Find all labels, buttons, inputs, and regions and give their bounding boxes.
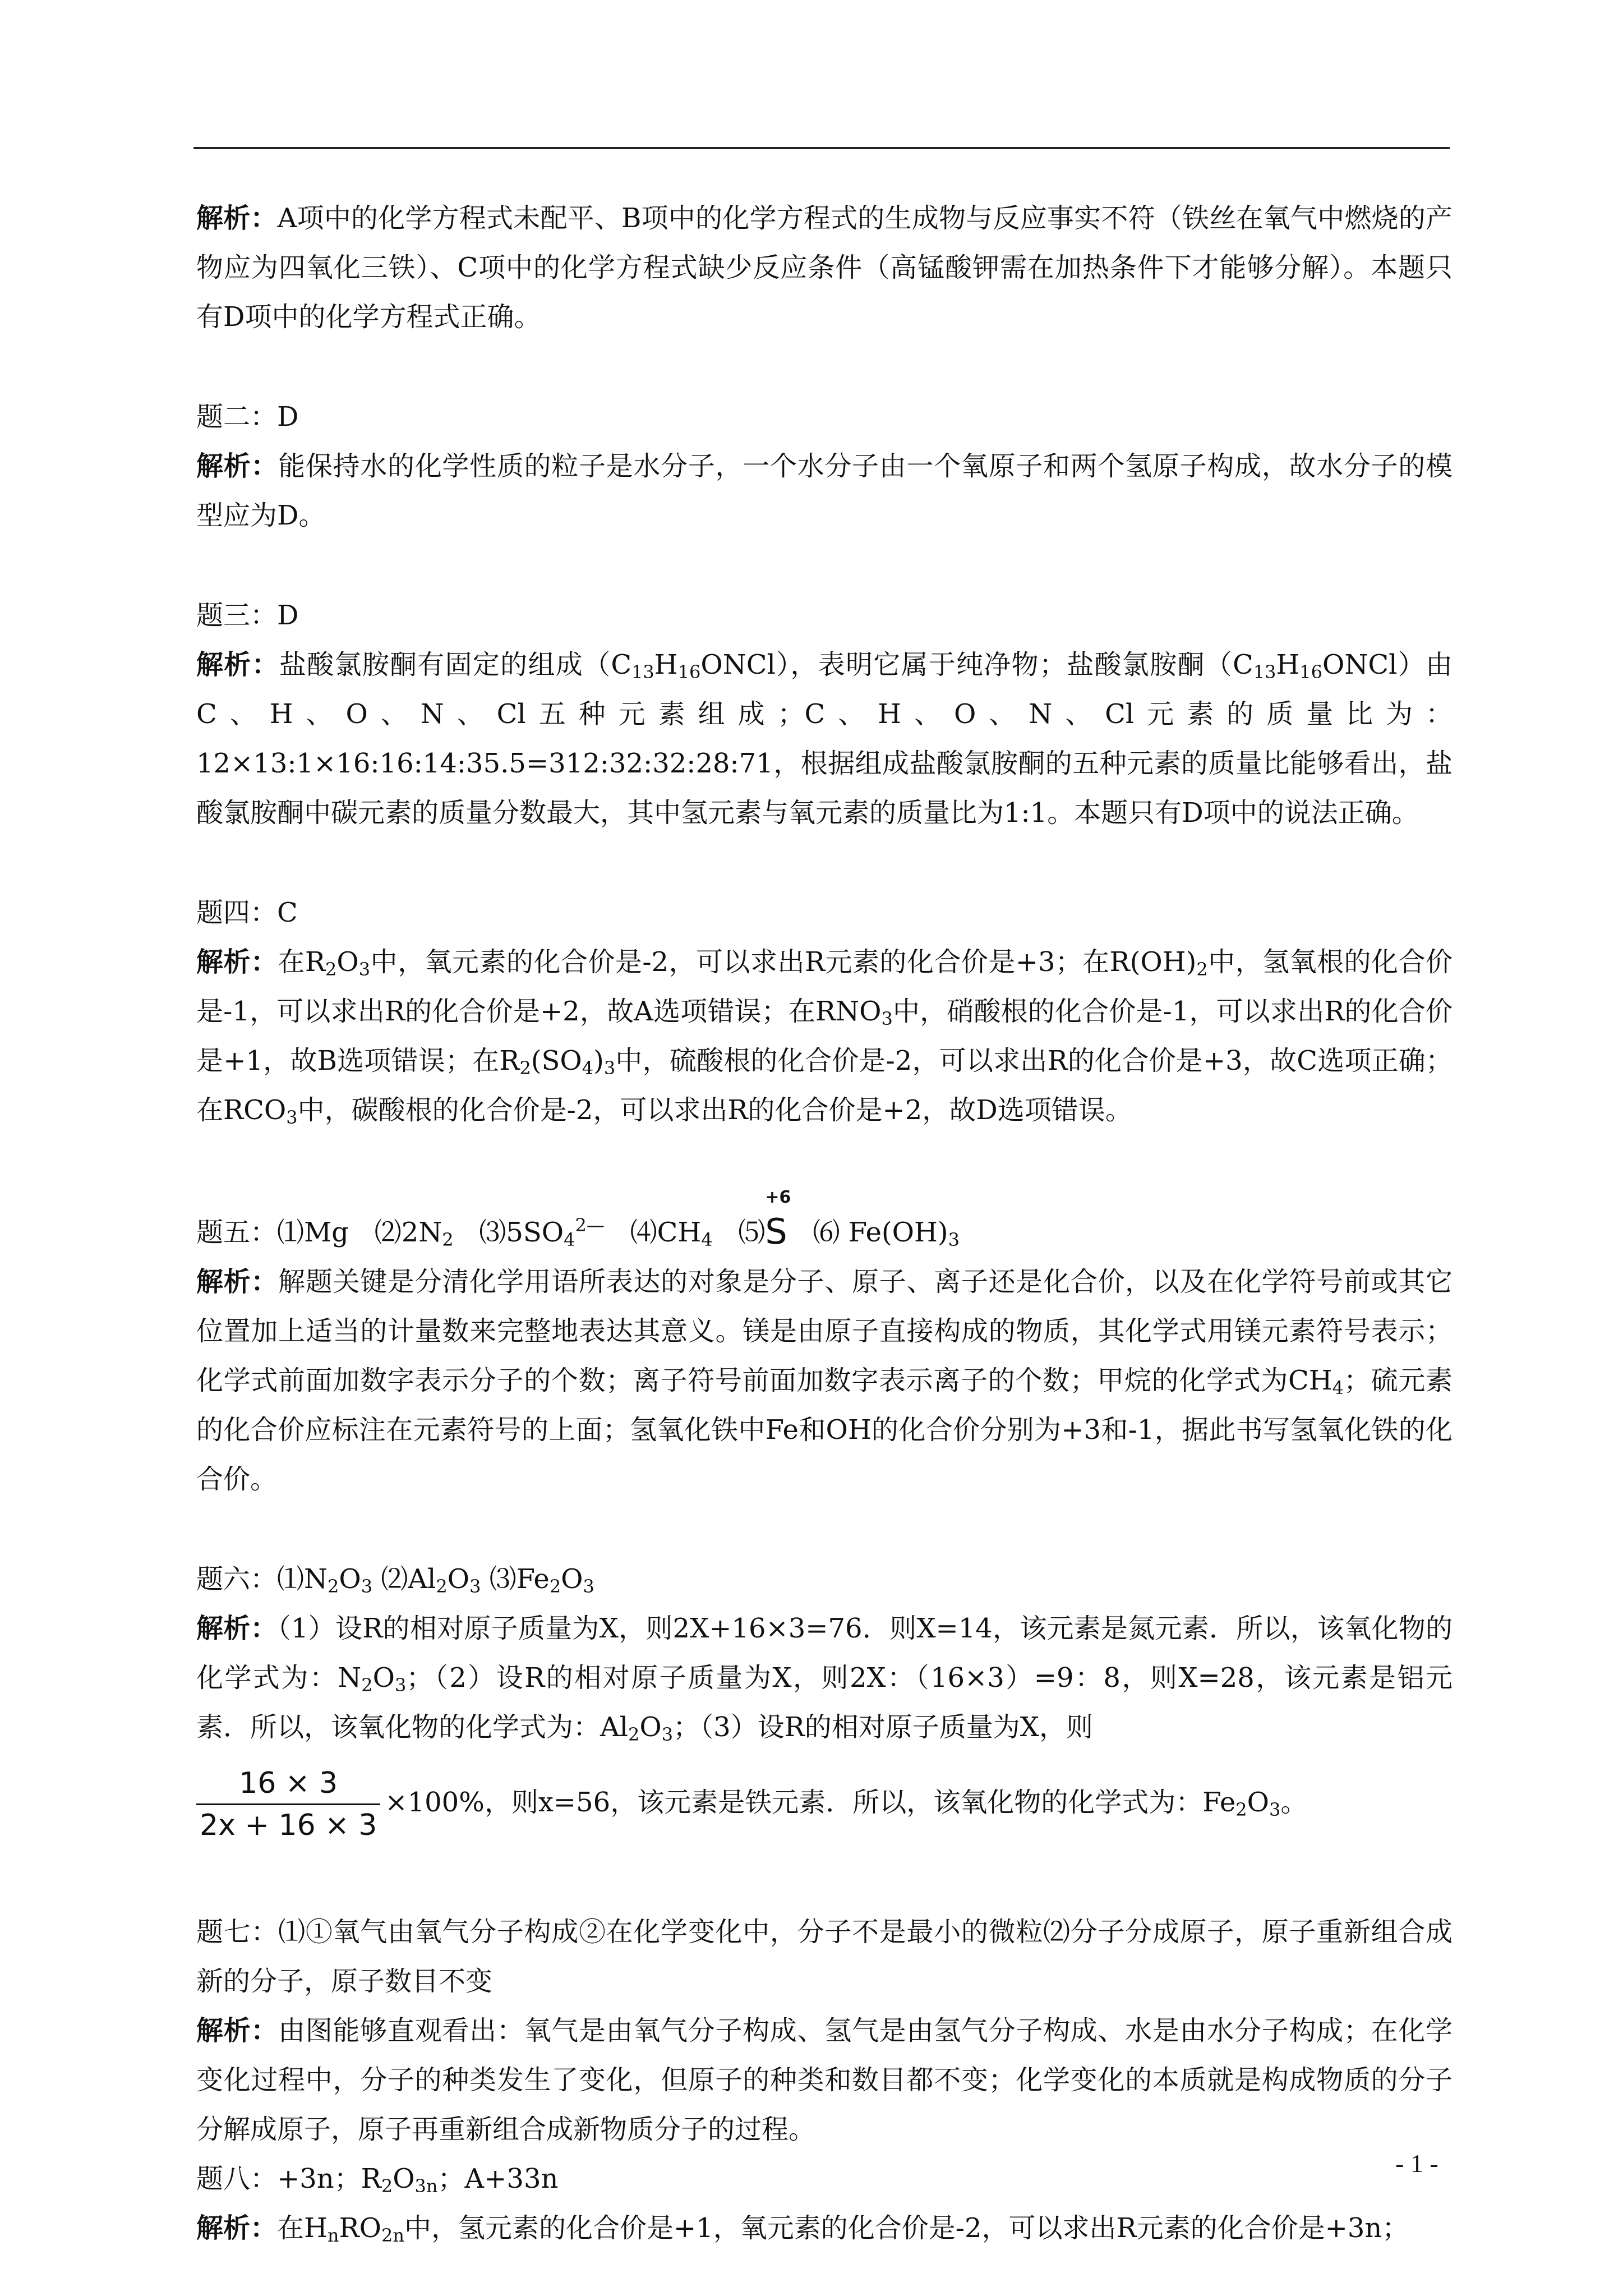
subscript: 3 xyxy=(361,1576,373,1597)
subscript: 2 xyxy=(628,1724,640,1745)
subscript: 13 xyxy=(631,661,654,683)
subscript: 3 xyxy=(1269,1799,1281,1820)
question-answer: 题二：D xyxy=(196,401,299,432)
question-answer xyxy=(196,1554,1453,1604)
subscript: 2 xyxy=(328,1576,339,1597)
answer-part: 题八：+3n；R xyxy=(196,2163,381,2194)
analysis-paragraph xyxy=(196,937,1453,1135)
answer-part: ⑶Fe xyxy=(481,1563,550,1595)
question-answer: 题七：⑴①氧气由氧气分子构成②在化学变化中，分子不是最小的微粒⑵分子分成原子，原子重新组合成新的分子，原子数目不变 xyxy=(196,1916,1453,1997)
analysis-text: ；（3）设R的相对原子质量为X，则 xyxy=(673,1711,1093,1743)
analysis-text: H xyxy=(654,649,678,680)
subscript: 3 xyxy=(395,1674,407,1696)
answer-part: ⑷CH xyxy=(630,1217,702,1248)
question-answer: 题四：C xyxy=(196,897,298,928)
fraction-denominator: 2x + 16 × 3 xyxy=(200,1809,377,1842)
analysis-text: ) xyxy=(593,1045,604,1076)
analysis-text: 在R xyxy=(278,946,326,978)
analysis-text: ；硫元素的化合价应标注在元素符号的上面；氢氧化铁中Fe和OH的化合价分别为+3和-1，据此书写氢氧化铁的化合价。 xyxy=(196,1365,1453,1495)
analysis-text: ×100%，则x=56，该元素是铁元素．所以，该氧化物的化学式为：Fe xyxy=(385,1787,1236,1818)
valence-symbol xyxy=(765,1188,791,1252)
analysis-text: 在H xyxy=(277,2212,328,2244)
document-body xyxy=(196,194,1453,2253)
subscript: 3 xyxy=(469,1576,481,1597)
analysis-text: 能保持水的化学性质的粒子是水分子，一个水分子由一个氧原子和两个氢原子构成，故水分子的模型应为D。 xyxy=(196,450,1453,531)
analysis-text: ONCl）由C、H、O、N、Cl五种元素组成；C、H、O、N、Cl元素的质量比为：12×13:1×16:16:14:35.5=312:32:32:28:71，根据组成盐酸氯胺酮的五种元素的质量比能够看出，盐酸氯胺酮中碳元素的质量分数最大，其中氢元素与氧元素的质量比为1:1。本题只有D项中的说法正确。 xyxy=(196,649,1453,829)
analysis-text: RO xyxy=(339,2212,381,2244)
header-rule xyxy=(193,147,1450,149)
element-symbol: S xyxy=(765,1211,787,1252)
subscript: 2n xyxy=(381,2225,404,2246)
question-answer xyxy=(196,1188,1453,1257)
subscript: 4 xyxy=(564,1229,575,1250)
subscript: 2 xyxy=(1196,959,1208,980)
analysis-label: 解析： xyxy=(196,203,278,234)
subscript: 13 xyxy=(1253,661,1276,683)
answer-block-q5 xyxy=(196,1185,1453,1504)
answer-part: ⑴Mg xyxy=(277,1217,349,1248)
subscript: 2 xyxy=(436,1576,448,1597)
answer-block-q2 xyxy=(196,392,1453,540)
analysis-text: H xyxy=(1276,649,1300,680)
analysis-text: O xyxy=(1247,1787,1269,1818)
analysis-text: O xyxy=(372,1662,395,1694)
subscript: 4 xyxy=(582,1057,594,1079)
answer-block-q8 xyxy=(196,2154,1453,2253)
analysis-paragraph xyxy=(196,1604,1453,1752)
analysis-label: 解析： xyxy=(196,450,279,482)
subscript: 2 xyxy=(1235,1799,1247,1820)
analysis-text: 中，硝酸根的化合价是-1，可以求出R的化合价是+1，故B选项错误；在R xyxy=(196,996,1453,1076)
subscript: 4 xyxy=(1332,1377,1344,1398)
analysis-text: (SO xyxy=(531,1045,582,1076)
answer-part: ⑵2N xyxy=(374,1217,442,1248)
analysis-label: 解析： xyxy=(196,946,278,978)
fraction xyxy=(196,1763,380,1846)
subscript: 2 xyxy=(361,1674,373,1696)
analysis-text: ；（2）设R的相对原子质量为X，则2X：（16×3）=9：8，则X=28，该元素是铝元素．所以，该氧化物的化学式为：Al xyxy=(196,1662,1453,1743)
answer-block-q3 xyxy=(196,591,1453,838)
subscript: 3 xyxy=(358,959,371,980)
analysis-label: 解析： xyxy=(196,1266,279,1297)
analysis-paragraph xyxy=(196,640,1453,838)
subscript: 2 xyxy=(381,2175,393,2197)
analysis-label: 解析： xyxy=(196,649,279,680)
subscript: 3 xyxy=(583,1576,594,1597)
analysis-text: 解题关键是分清化学用语所表达的对象是分子、原子、离子还是化合价，以及在化学符号前或其它位置加上适当的计量数来完整地表达其意义。镁是由原子直接构成的物质，其化学式用镁元素符号表示；化学式前面加数字表示分子的个数；离子符号前面加数字表示离子的个数；甲烷的化学式为CH xyxy=(196,1266,1453,1396)
analysis-text: 中，氢氧根的化合价是-1，可以求出R的化合价是+2，故A选项错误；在RNO xyxy=(196,946,1453,1027)
analysis-text: 盐酸氯胺酮有固定的组成（C xyxy=(279,649,632,680)
analysis-paragraph xyxy=(196,194,1453,342)
subscript: 3 xyxy=(881,1008,893,1029)
superscript: 2— xyxy=(575,1214,605,1236)
analysis-label: 解析： xyxy=(196,2015,279,2046)
analysis-paragraph xyxy=(196,1257,1453,1504)
answer-part: O xyxy=(447,1563,470,1595)
analysis-text: O xyxy=(336,946,359,978)
analysis-paragraph xyxy=(196,2006,1453,2154)
subscript: 2 xyxy=(519,1057,531,1079)
answer-part: ⑸ xyxy=(738,1217,766,1248)
answer-part: ；A+33n xyxy=(437,2163,559,2194)
analysis-text: O xyxy=(639,1711,662,1743)
answer-block-q7 xyxy=(196,1896,1453,2154)
subscript: 2 xyxy=(549,1576,561,1597)
analysis-text: 中，硫酸根的化合价是-2，可以求出R的化合价是+3，故C选项正确；在RCO xyxy=(196,1045,1453,1126)
analysis-text: 。 xyxy=(1280,1787,1308,1818)
answer-block-q4 xyxy=(196,888,1453,1135)
analysis-label: 解析： xyxy=(196,2212,278,2244)
answer-part: O xyxy=(339,1563,361,1595)
answer-part: 题六：⑴N xyxy=(196,1563,328,1595)
analysis-text: ONCl），表明它属于纯净物；盐酸氯胺酮（C xyxy=(700,649,1253,680)
analysis-label: 解析： xyxy=(196,1613,278,1644)
subscript: 16 xyxy=(1299,661,1322,683)
fraction-line xyxy=(196,1763,1453,1846)
answer-part: ⑵Al xyxy=(372,1563,436,1595)
answer-block-q1 xyxy=(196,194,1453,342)
answer-block-q6 xyxy=(196,1554,1453,1846)
subscript: 3 xyxy=(603,1057,616,1079)
valence-mark: +6 xyxy=(765,1188,791,1207)
analysis-paragraph xyxy=(196,2203,1453,2253)
analysis-text: 中，碳酸根的化合价是-2，可以求出R的化合价是+2，故D选项错误。 xyxy=(297,1094,1132,1126)
answer-part: ⑶5SO xyxy=(479,1217,564,1248)
subscript: 4 xyxy=(701,1229,713,1250)
answer-part: O xyxy=(393,2163,415,2194)
question-answer: 题三：D xyxy=(196,600,299,631)
subscript: 2 xyxy=(325,959,337,980)
fraction-numerator: 16 × 3 xyxy=(196,1763,380,1805)
subscript: 16 xyxy=(677,661,701,683)
subscript: 3 xyxy=(286,1107,298,1128)
page-number: - 1 - xyxy=(1395,2149,1438,2178)
analysis-text: 中，氧元素的化合价是-2，可以求出R元素的化合价是+3；在R(OH) xyxy=(370,946,1197,978)
answer-part: ⑹ Fe(OH) xyxy=(813,1217,948,1248)
answer-part: O xyxy=(561,1563,583,1595)
subscript: 3n xyxy=(414,2175,438,2197)
subscript: 3 xyxy=(948,1229,960,1250)
subscript: 3 xyxy=(661,1724,674,1745)
analysis-paragraph xyxy=(196,441,1453,540)
analysis-text: A项中的化学方程式未配平、B项中的化学方程式的生成物与反应事实不符（铁丝在氧气中燃烧的产物应为四氧化三铁）、C项中的化学方程式缺少反应条件（高锰酸钾需在加热条件下才能够分解）。本题只有D项中的化学方程式正确。 xyxy=(196,203,1453,333)
question-answer xyxy=(196,2154,1453,2203)
analysis-text: 由图能够直观看出：氧气是由氧气分子构成、氢气是由氢气分子构成、水是由水分子构成；在化学变化过程中，分子的种类发生了变化，但原子的种类和数目都不变；化学变化的本质就是构成物质的分子分解成原子，原子再重新组合成新物质分子的过程。 xyxy=(196,2015,1453,2145)
analysis-text: （1）设R的相对原子质量为X，则2X+16×3=76．则X=14，该元素是氮元素．所以，该氧化物的化学式为：N xyxy=(196,1613,1453,1694)
subscript: 2 xyxy=(442,1229,454,1250)
analysis-text: 中，氢元素的化合价是+1，氧元素的化合价是-2，可以求出R元素的化合价是+3n； xyxy=(404,2212,1409,2244)
subscript: n xyxy=(327,2225,339,2246)
question-title: 题五： xyxy=(196,1217,278,1248)
